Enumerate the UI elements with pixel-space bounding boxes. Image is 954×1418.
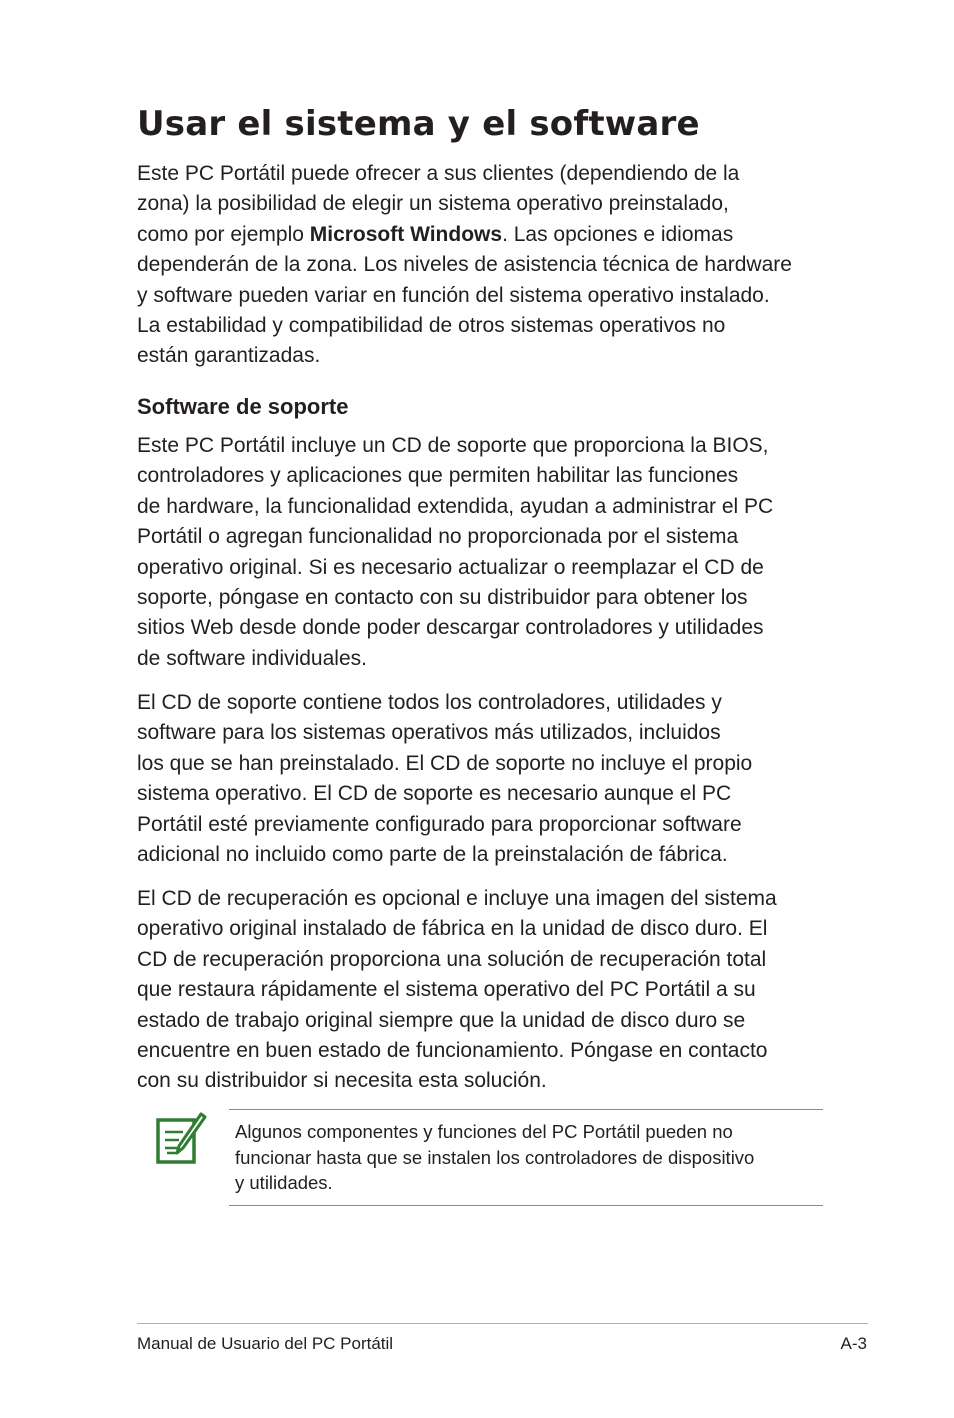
intro-text: . Las opciones e idiomas — [502, 222, 734, 246]
note-line: funcionar hasta que se instalen los controladores de dispositivo — [235, 1146, 755, 1168]
support-paragraph-1 — [137, 431, 837, 674]
paragraph-line: sitios Web desde donde poder descargar controladores y utilidades — [137, 616, 764, 640]
paragraph-line: de software individuales. — [137, 646, 367, 670]
intro-line: zona) la posibilidad de elegir un sistema operativo preinstalado, — [137, 192, 729, 216]
intro-line: y software pueden variar en función del sistema operativo instalado. — [137, 283, 770, 307]
intro-line: están garantizadas. — [137, 344, 321, 368]
paragraph-line: soporte, póngase en contacto con su distribuidor para obtener los — [137, 586, 748, 610]
note-text — [235, 1119, 825, 1196]
paragraph-line: encuentre en buen estado de funcionamiento. Póngase en contacto — [137, 1039, 768, 1063]
support-paragraph-2 — [137, 688, 837, 870]
paragraph-line: estado de trabajo original siempre que la unidad de disco duro se — [137, 1008, 746, 1032]
note-line: Algunos componentes y funciones del PC Portátil pueden no — [235, 1121, 733, 1142]
paragraph-line: de hardware, la funcionalidad extendida, ayudan a administrar el PC — [137, 494, 774, 518]
paragraph-line: Portátil o agregan funcionalidad no proporcionada por el sistema — [137, 525, 739, 549]
paragraph-line: con su distribuidor si necesita esta solución. — [137, 1069, 547, 1093]
intro-line — [137, 220, 837, 250]
intro-paragraph — [137, 159, 837, 372]
paragraph-line: Este PC Portátil incluye un CD de soporte que proporciona la BIOS, — [137, 434, 769, 457]
paragraph-line: operativo original. Si es necesario actualizar o reemplazar el CD de — [137, 555, 764, 579]
paragraph-line: adicional no incluido como parte de la preinstalación de fábrica. — [137, 843, 728, 867]
note-pencil-icon — [155, 1110, 207, 1166]
paragraph-line: que restaura rápidamente el sistema operativo del PC Portátil a su — [137, 978, 756, 1002]
paragraph-line: El CD de soporte contiene todos los controladores, utilidades y — [137, 691, 722, 714]
intro-line: Este PC Portátil puede ofrecer a sus clientes (dependiendo de la — [137, 162, 740, 185]
paragraph-line: sistema operativo. El CD de soporte es necesario aunque el PC — [137, 782, 732, 806]
section-heading: Software de soporte — [137, 394, 349, 419]
intro-line: dependerán de la zona. Los niveles de asistencia técnica de hardware — [137, 253, 792, 277]
intro-line: La estabilidad y compatibilidad de otros sistemas operativos no — [137, 314, 726, 338]
note-line: y utilidades. — [235, 1172, 333, 1193]
paragraph-line: CD de recuperación proporciona una solución de recuperación total — [137, 947, 767, 971]
footer-manual-title: Manual de Usuario del PC Portátil — [137, 1334, 394, 1353]
intro-text: como por ejemplo — [137, 222, 310, 246]
paragraph-line: los que se han preinstalado. El CD de soporte no incluye el propio — [137, 751, 753, 775]
note-top-rule — [229, 1109, 823, 1110]
page-title: Usar el sistema y el software — [137, 104, 700, 144]
microsoft-windows-bold: Microsoft Windows — [309, 222, 503, 246]
paragraph-line: Portátil esté previamente configurado para proporcionar software — [137, 812, 742, 836]
paragraph-line: software para los sistemas operativos más utilizados, incluidos — [137, 721, 721, 745]
note-bottom-rule — [229, 1205, 823, 1206]
paragraph-line: El CD de recuperación es opcional e incluye una imagen del sistema — [137, 887, 777, 910]
paragraph-line: operativo original instalado de fábrica en la unidad de disco duro. El — [137, 917, 768, 941]
paragraph-line: controladores y aplicaciones que permiten habilitar las funciones — [137, 464, 739, 488]
footer-page-number: A-3 — [840, 1334, 867, 1353]
footer-rule — [137, 1323, 868, 1324]
support-paragraph-3 — [137, 884, 837, 1097]
